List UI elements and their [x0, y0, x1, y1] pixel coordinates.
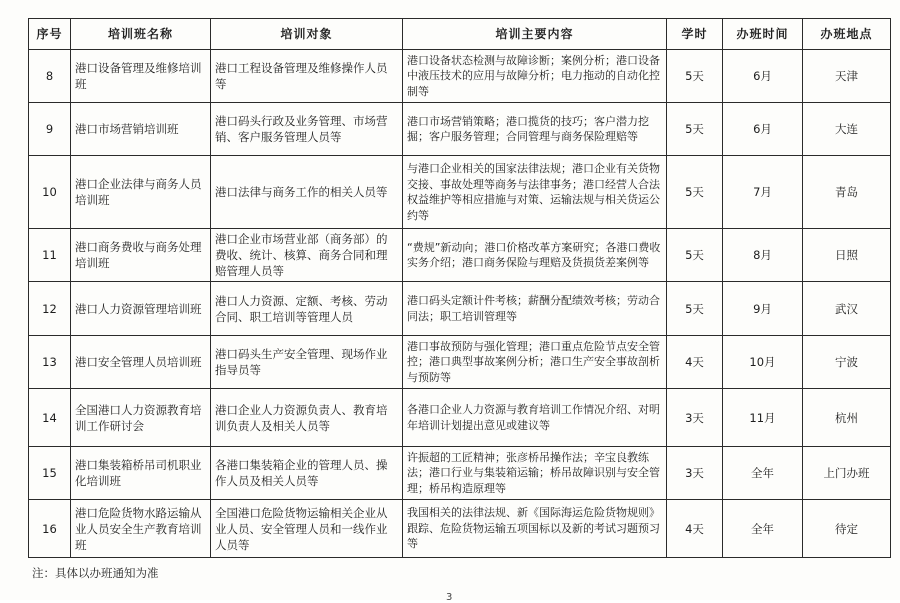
cell-no: 8 [29, 50, 71, 103]
cell-name: 全国港口人力资源教育培训工作研讨会 [71, 389, 211, 447]
table-row [29, 282, 891, 336]
cell-target: 全国港口危险货物运输相关企业从业人员、安全管理人员和一线作业人员等 [211, 500, 403, 558]
header-name: 培训班名称 [71, 19, 211, 50]
cell-content: 与港口企业相关的国家法律法规；港口企业有关货物交接、事故处理等商务与法律事务；港口经营人合法权益维护等相应措施与对策、运输法规与相关货运公约等 [403, 156, 667, 229]
cell-hours: 3天 [667, 389, 723, 447]
cell-target: 港口企业人力资源负责人、教育培训负责人及相关人员等 [211, 389, 403, 447]
cell-time: 9月 [723, 282, 803, 336]
cell-no: 12 [29, 282, 71, 336]
cell-target: 港口工程设备管理及维修操作人员等 [211, 50, 403, 103]
cell-name: 港口集装箱桥吊司机职业化培训班 [71, 447, 211, 500]
cell-no: 14 [29, 389, 71, 447]
cell-name: 港口安全管理人员培训班 [71, 336, 211, 389]
cell-place: 日照 [803, 229, 891, 282]
cell-name: 港口人力资源管理培训班 [71, 282, 211, 336]
cell-time: 全年 [723, 447, 803, 500]
cell-hours: 5天 [667, 229, 723, 282]
header-place: 办班地点 [803, 19, 891, 50]
cell-hours: 5天 [667, 50, 723, 103]
header-content: 培训主要内容 [403, 19, 667, 50]
cell-name: 港口商务费收与商务处理培训班 [71, 229, 211, 282]
cell-hours: 5天 [667, 103, 723, 156]
cell-name: 港口市场营销培训班 [71, 103, 211, 156]
cell-hours: 5天 [667, 156, 723, 229]
cell-place: 天津 [803, 50, 891, 103]
header-hours: 学时 [667, 19, 723, 50]
cell-content: 许振超的工匠精神；张彦桥吊操作法；辛宝良教练法；港口行业与集装箱运输；桥吊故障识别与安全管理；桥吊构造原理等 [403, 447, 667, 500]
table-row [29, 500, 891, 558]
cell-time: 8月 [723, 229, 803, 282]
cell-target: 港口人力资源、定额、考核、劳动合同、职工培训等管理人员 [211, 282, 403, 336]
cell-no: 11 [29, 229, 71, 282]
cell-content: 各港口企业人力资源与教育培训工作情况介绍、对明年培训计划提出意见或建议等 [403, 389, 667, 447]
cell-no: 9 [29, 103, 71, 156]
cell-no: 16 [29, 500, 71, 558]
cell-time: 11月 [723, 389, 803, 447]
table-row [29, 336, 891, 389]
cell-time: 全年 [723, 500, 803, 558]
table-row [29, 50, 891, 103]
cell-target: 港口企业市场营业部（商务部）的费收、统计、核算、商务合同和理赔管理人员等 [211, 229, 403, 282]
cell-place: 青岛 [803, 156, 891, 229]
table-row [29, 103, 891, 156]
cell-content: “费规”新动向；港口价格改革方案研究；各港口费收实务介绍；港口商务保险与理赔及货损货差案例等 [403, 229, 667, 282]
cell-hours: 3天 [667, 447, 723, 500]
cell-place: 大连 [803, 103, 891, 156]
table-row [29, 156, 891, 229]
header-target: 培训对象 [211, 19, 403, 50]
cell-name: 港口危险货物水路运输从业人员安全生产教育培训班 [71, 500, 211, 558]
table-row [29, 229, 891, 282]
cell-no: 10 [29, 156, 71, 229]
cell-name: 港口设备管理及维修培训班 [71, 50, 211, 103]
cell-time: 6月 [723, 103, 803, 156]
cell-no: 15 [29, 447, 71, 500]
cell-hours: 5天 [667, 282, 723, 336]
cell-no: 13 [29, 336, 71, 389]
cell-time: 7月 [723, 156, 803, 229]
cell-place: 上门办班 [803, 447, 891, 500]
header-no: 序号 [29, 19, 71, 50]
cell-time: 10月 [723, 336, 803, 389]
cell-place: 宁波 [803, 336, 891, 389]
cell-content: 港口市场营销策略；港口揽货的技巧；客户潜力挖掘；客户服务管理；合同管理与商务保险理赔等 [403, 103, 667, 156]
cell-target: 各港口集装箱企业的管理人员、操作人员及相关人员等 [211, 447, 403, 500]
cell-target: 港口码头生产安全管理、现场作业指导员等 [211, 336, 403, 389]
cell-content: 我国相关的法律法规、新《国际海运危险货物规则》跟踪、危险货物运输五项国标以及新的考试习题预习等 [403, 500, 667, 558]
cell-target: 港口法律与商务工作的相关人员等 [211, 156, 403, 229]
cell-content: 港口码头定额计件考核；薪酬分配绩效考核；劳动合同法；职工培训管理等 [403, 282, 667, 336]
table-row [29, 447, 891, 500]
cell-target: 港口码头行政及业务管理、市场营销、客户服务管理人员等 [211, 103, 403, 156]
cell-time: 6月 [723, 50, 803, 103]
cell-place: 杭州 [803, 389, 891, 447]
footnote: 注：具体以办班通知为准 [32, 566, 159, 580]
table-row [29, 389, 891, 447]
training-schedule-table [28, 18, 891, 558]
cell-name: 港口企业法律与商务人员培训班 [71, 156, 211, 229]
table-header-row [29, 19, 891, 50]
header-time: 办班时间 [723, 19, 803, 50]
cell-place: 待定 [803, 500, 891, 558]
cell-hours: 4天 [667, 336, 723, 389]
cell-content: 港口事故预防与强化管理；港口重点危险节点安全管控；港口典型事故案例分析；港口生产安全事故剖析与预防等 [403, 336, 667, 389]
page-number: 3 [446, 592, 453, 603]
cell-hours: 4天 [667, 500, 723, 558]
cell-place: 武汉 [803, 282, 891, 336]
cell-content: 港口设备状态检测与故障诊断；案例分析；港口设备中液压技术的应用与故障分析；电力拖动的自动化控制等 [403, 50, 667, 103]
